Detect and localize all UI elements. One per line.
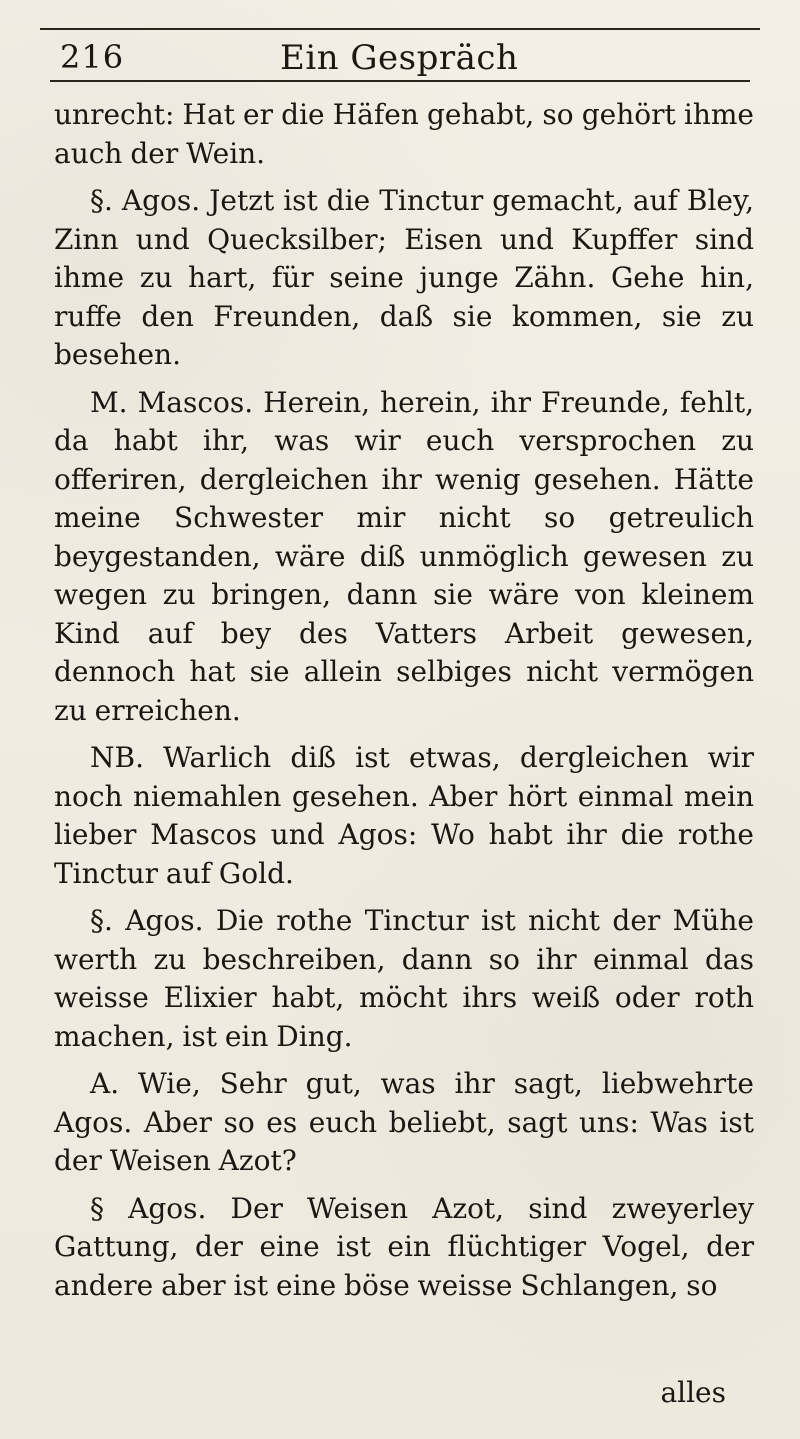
page-text: [54, 96, 754, 1314]
paragraph-1: unrecht: Hat er die Häfen gehabt, so gehört ihme auch der Wein.: [54, 98, 754, 170]
paragraph-7: § Agos. Der Weisen Azot, sind zweyerley Gattung, der eine ist ein flüchtiger Vogel, der andere aber ist eine böse weisse Schlangen, so: [54, 1191, 754, 1302]
top-rule: [40, 28, 760, 30]
paragraph-3: M. Mascos. Herein, herein, ihr Freunde, fehlt, da habt ihr, was wir euch versprochen zu offeriren, dergleichen ihr wenig gesehen. Hätte meine Schwester mir nicht so getreulich beygestanden, wäre diß unmöglich gewesen zu wegen zu bringen, dann sie wäre von kleinem Kind auf bey des Vatters Arbeit gewesen, dennoch hat sie allein selbiges nicht vermögen zu erreichen.: [54, 385, 754, 727]
paragraph-6: A. Wie, Sehr gut, was ihr sagt, liebwehrte Agos. Aber so es euch beliebt, sagt uns: Was ist der Weisen Azot?: [54, 1067, 754, 1177]
page-number: 216: [60, 38, 125, 76]
page-header: [60, 38, 740, 78]
paragraph-4: NB. Warlich diß ist etwas, dergleichen wir noch niemahlen gesehen. Aber hört einmal mein lieber Mascos und Agos: Wo habt ihr die rothe Tinctur auf Gold.: [54, 741, 754, 890]
header-rule: [50, 80, 750, 82]
paragraph-5: §. Agos. Die rothe Tinctur ist nicht der Mühe werth zu beschreiben, dann so ihr einmal das weisse Elixier habt, möcht ihrs weiß oder roth machen, ist ein Ding.: [54, 904, 754, 1053]
running-head: Ein Gespräch: [280, 38, 519, 78]
paragraph-2: §. Agos. Jetzt ist die Tinctur gemacht, auf Bley, Zinn und Quecksilber; Eisen und Kupffer sind ihme zu hart, für seine junge Zähn. Gehe hin, ruffe den Freunden, daß sie kommen, sie zu besehen.: [54, 184, 754, 371]
catchword: alles: [660, 1376, 726, 1409]
